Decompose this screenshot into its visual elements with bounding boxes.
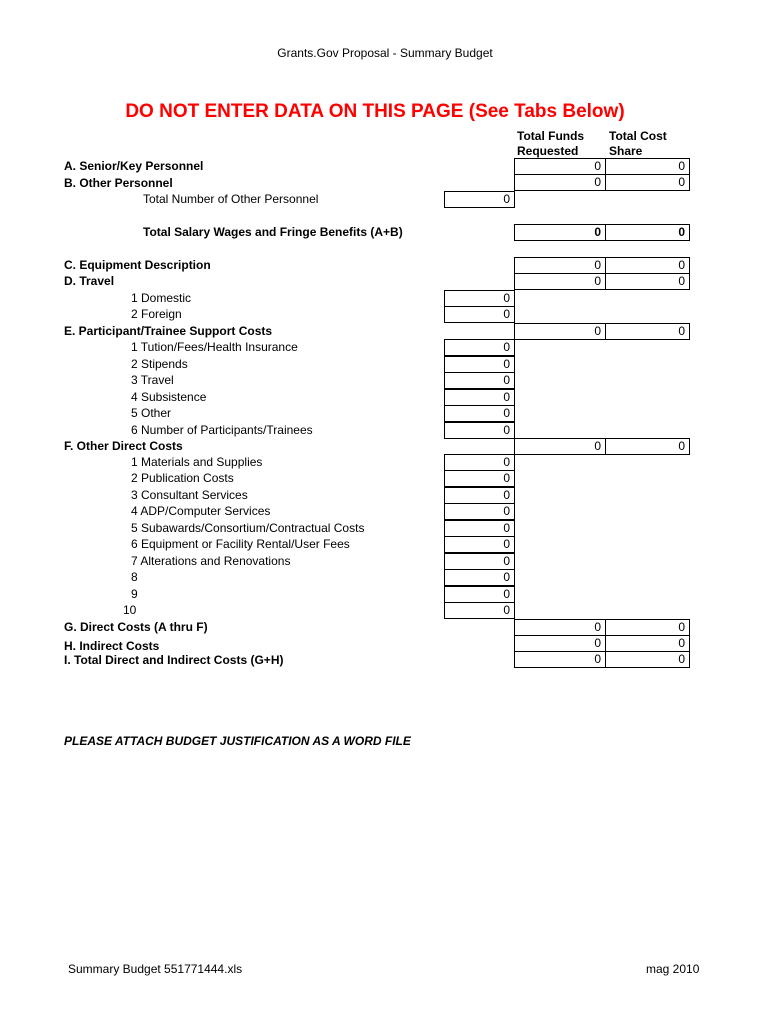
cell-f8: 0 <box>444 569 515 586</box>
cell-e5: 0 <box>444 405 515 422</box>
label-f10: 10 <box>123 603 137 617</box>
label-f7: 7 Alterations and Renovations <box>131 554 291 568</box>
cell-g-funds: 0 <box>514 619 606 636</box>
document-header: Grants.Gov Proposal - Summary Budget <box>277 46 493 60</box>
label-e5: 5 Other <box>131 406 172 420</box>
label-e6: 6 Number of Participants/Trainees <box>131 423 313 437</box>
cell-e3: 0 <box>444 372 515 389</box>
cell-salary-funds: 0 <box>514 224 606 241</box>
footer-filename: Summary Budget 551771444.xls <box>68 962 243 976</box>
label-direct-costs: G. Direct Costs (A thru F) <box>64 620 208 634</box>
label-f9: 9 <box>131 587 138 601</box>
label-e2: 2 Stipends <box>131 357 188 371</box>
cell-h-share: 0 <box>605 635 690 652</box>
cell-f3: 0 <box>444 487 515 504</box>
label-e3: 3 Travel <box>131 373 174 387</box>
cell-e-share: 0 <box>605 323 690 340</box>
cell-b-share: 0 <box>605 174 690 191</box>
cell-d-share: 0 <box>605 273 690 290</box>
label-other-personnel: B. Other Personnel <box>64 176 173 190</box>
cell-salary-share: 0 <box>605 224 690 241</box>
label-travel-domestic: 1 Domestic <box>131 291 192 305</box>
attachment-note: PLEASE ATTACH BUDGET JUSTIFICATION AS A WORD FILE <box>64 734 411 748</box>
cell-f-funds: 0 <box>514 438 606 455</box>
label-f8: 8 <box>131 570 138 584</box>
cell-travel-domestic: 0 <box>444 290 515 307</box>
cell-e-funds: 0 <box>514 323 606 340</box>
cell-i-funds: 0 <box>514 651 606 668</box>
label-other-direct-costs: F. Other Direct Costs <box>64 439 183 453</box>
cell-f1: 0 <box>444 454 515 471</box>
cell-i-share: 0 <box>605 651 690 668</box>
label-e4: 4 Subsistence <box>131 390 207 404</box>
cell-f7: 0 <box>444 553 515 570</box>
cell-c-share: 0 <box>605 257 690 274</box>
label-equipment: C. Equipment Description <box>64 258 211 272</box>
cell-travel-foreign: 0 <box>444 306 515 323</box>
cell-f-share: 0 <box>605 438 690 455</box>
label-travel: D. Travel <box>64 274 115 288</box>
label-total-other-personnel: Total Number of Other Personnel <box>143 192 319 206</box>
cell-b-funds: 0 <box>514 174 606 191</box>
label-indirect-costs: H. Indirect Costs <box>64 639 160 653</box>
label-f6: 6 Equipment or Facility Rental/User Fees <box>131 537 350 551</box>
cell-e1: 0 <box>444 339 515 356</box>
label-f1: 1 Materials and Supplies <box>131 455 263 469</box>
cell-a-funds: 0 <box>514 158 606 175</box>
label-travel-foreign: 2 Foreign <box>131 307 182 321</box>
cell-h-funds: 0 <box>514 635 606 652</box>
label-e1: 1 Tution/Fees/Health Insurance <box>131 340 298 354</box>
label-f2: 2 Publication Costs <box>131 471 234 485</box>
cell-d-funds: 0 <box>514 273 606 290</box>
cell-e6: 0 <box>444 422 515 439</box>
cell-total-other-personnel: 0 <box>444 191 515 208</box>
label-f5: 5 Subawards/Consortium/Contractual Costs <box>131 521 365 535</box>
cell-e4: 0 <box>444 389 515 406</box>
cell-f10: 0 <box>444 602 515 619</box>
column-header-total-cost-share: Total Cost Share <box>609 129 667 158</box>
cell-f6: 0 <box>444 536 515 553</box>
cell-c-funds: 0 <box>514 257 606 274</box>
cell-f4: 0 <box>444 503 515 520</box>
cell-e2: 0 <box>444 356 515 373</box>
cell-g-share: 0 <box>605 619 690 636</box>
label-participant-support: E. Participant/Trainee Support Costs <box>64 324 273 338</box>
label-f4: 4 ADP/Computer Services <box>131 504 271 518</box>
footer-date: mag 2010 <box>646 962 700 976</box>
warning-banner: DO NOT ENTER DATA ON THIS PAGE (See Tabs Below) <box>125 101 625 122</box>
cell-f5: 0 <box>444 520 515 537</box>
label-total-direct-indirect: I. Total Direct and Indirect Costs (G+H) <box>64 653 284 667</box>
cell-a-share: 0 <box>605 158 690 175</box>
label-total-salary: Total Salary Wages and Fringe Benefits (A+B) <box>143 225 403 239</box>
label-f3: 3 Consultant Services <box>131 488 248 502</box>
column-header-total-funds: Total Funds Requested <box>517 129 585 158</box>
label-senior-key-personnel: A. Senior/Key Personnel <box>64 159 204 173</box>
cell-f9: 0 <box>444 586 515 603</box>
cell-f2: 0 <box>444 470 515 487</box>
